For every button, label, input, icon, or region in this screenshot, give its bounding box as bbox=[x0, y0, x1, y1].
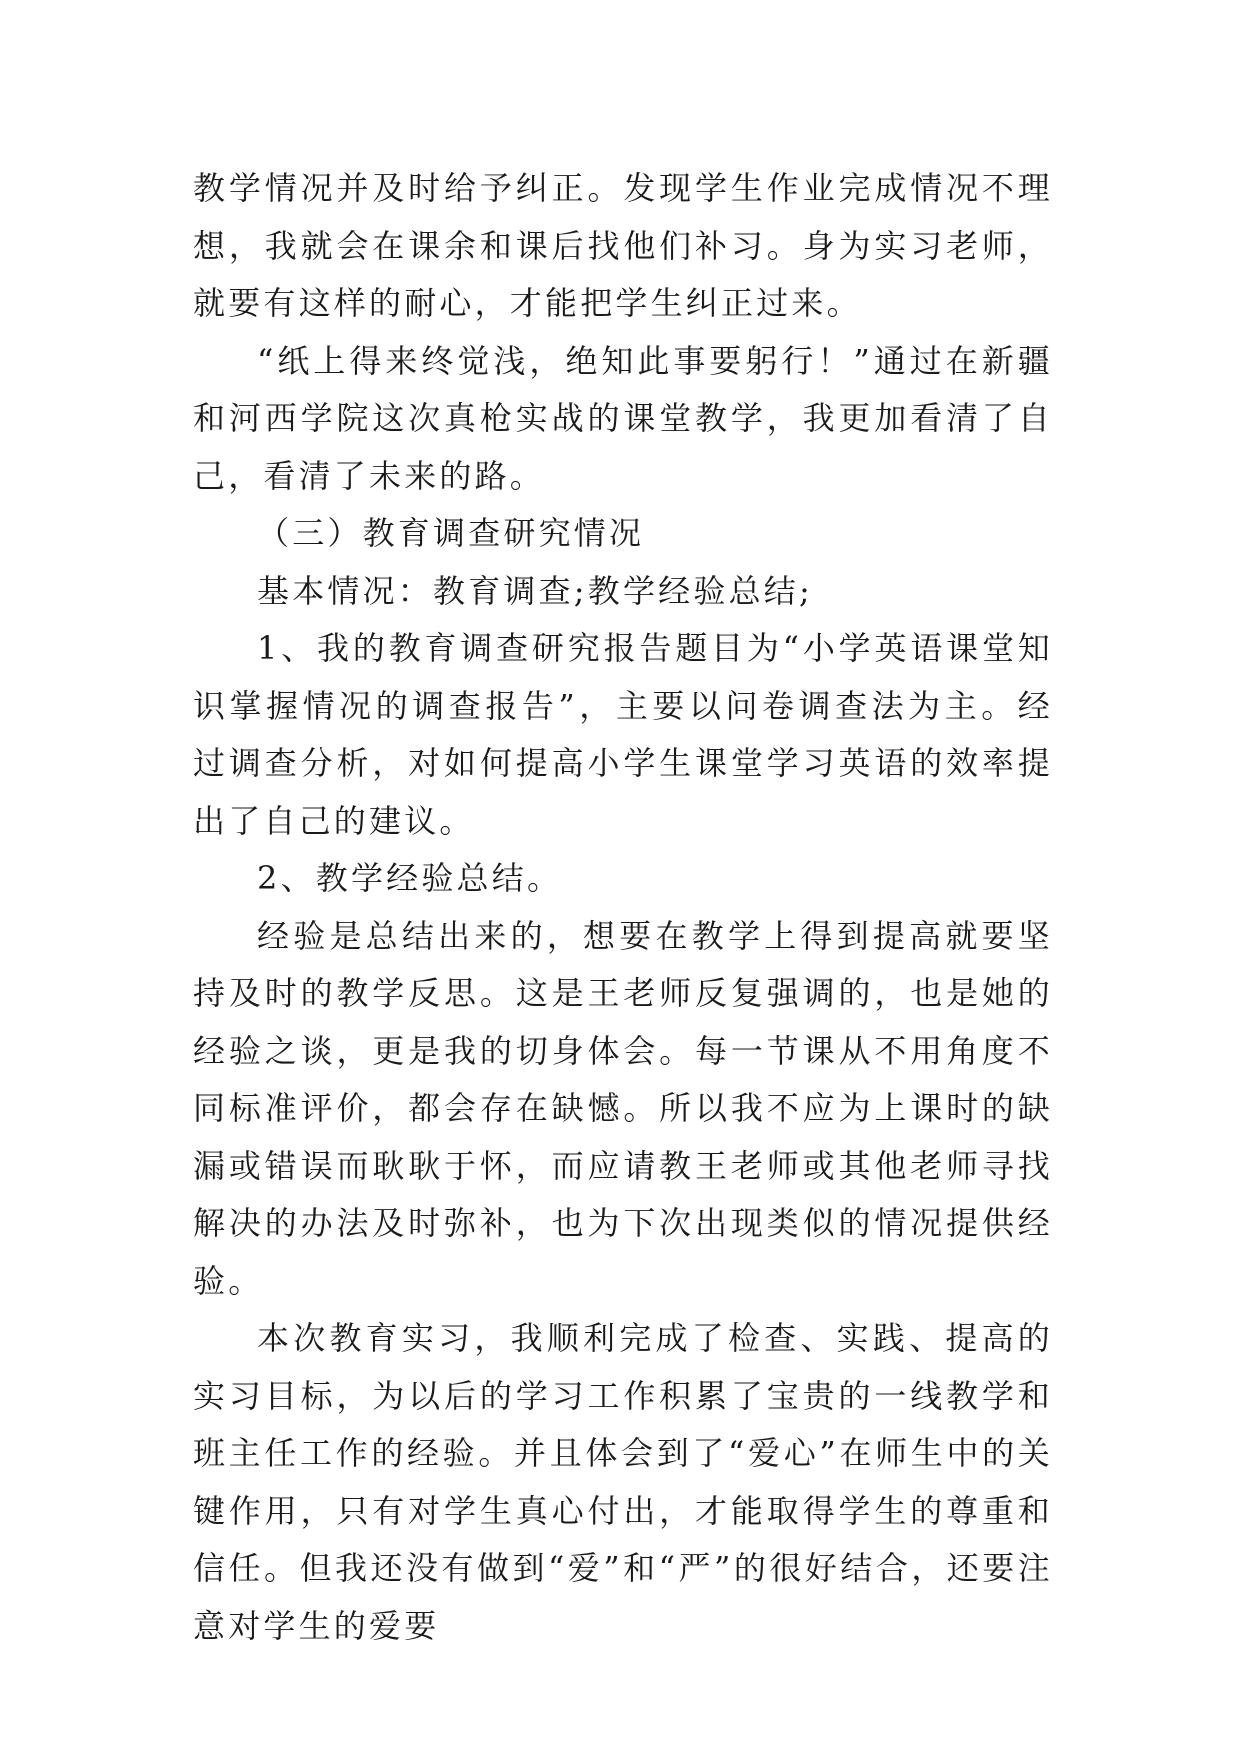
paragraph-summary: 本次教育实习，我顺利完成了检查、实践、提高的实习目标，为以后的学习工作积累了宝贵的一线教学和班主任工作的经验。并且体会到了“爱心”在师生中的关键作用，只有对学生真心付出，才能取得学生的尊重和信任。但我还没有做到“爱”和“严”的很好结合，还要注意对学生的爱要 bbox=[193, 1319, 1053, 1645]
paragraph-experience: 经验是总结出来的，想要在教学上得到提高就要坚持及时的教学反思。这是王老师反复强调的，也是她的经验之谈，更是我的切身体会。每一节课从不用角度不同标准评价，都会存在缺憾。所以我不应为上课时的缺漏或错误而耿耿于怀，而应请教王老师或其他老师寻找解决的办法及时弥补，也为下次出现类似的情况提供经验。 bbox=[193, 916, 1053, 1300]
paragraph-item-2: 2、教学经验总结。 bbox=[257, 859, 563, 897]
paragraph-2: “纸上得来终觉浅，绝知此事要躬行！”通过在新疆和河西学院这次真枪实战的课堂教学，我更加看清了自己，看清了未来的路。 bbox=[193, 341, 1053, 495]
paragraph-basic-info: 基本情况：教育调查;教学经验总结; bbox=[257, 571, 813, 610]
document-body bbox=[193, 160, 1053, 1655]
paragraph-item-1: 1、我的教育调查研究报告题目为“小学英语课堂知识掌握情况的调查报告”，主要以问卷调查法为主。经过调查分析，对如何提高小学生课堂学习英语的效率提出了自己的建议。 bbox=[193, 629, 1053, 840]
paragraph-1: 教学情况并及时给予纠正。发现学生作业完成情况不理想，我就会在课余和课后找他们补习。身为实习老师，就要有这样的耐心，才能把学生纠正过来。 bbox=[193, 169, 1053, 322]
section-heading: （三）教育调查研究情况 bbox=[257, 514, 645, 552]
